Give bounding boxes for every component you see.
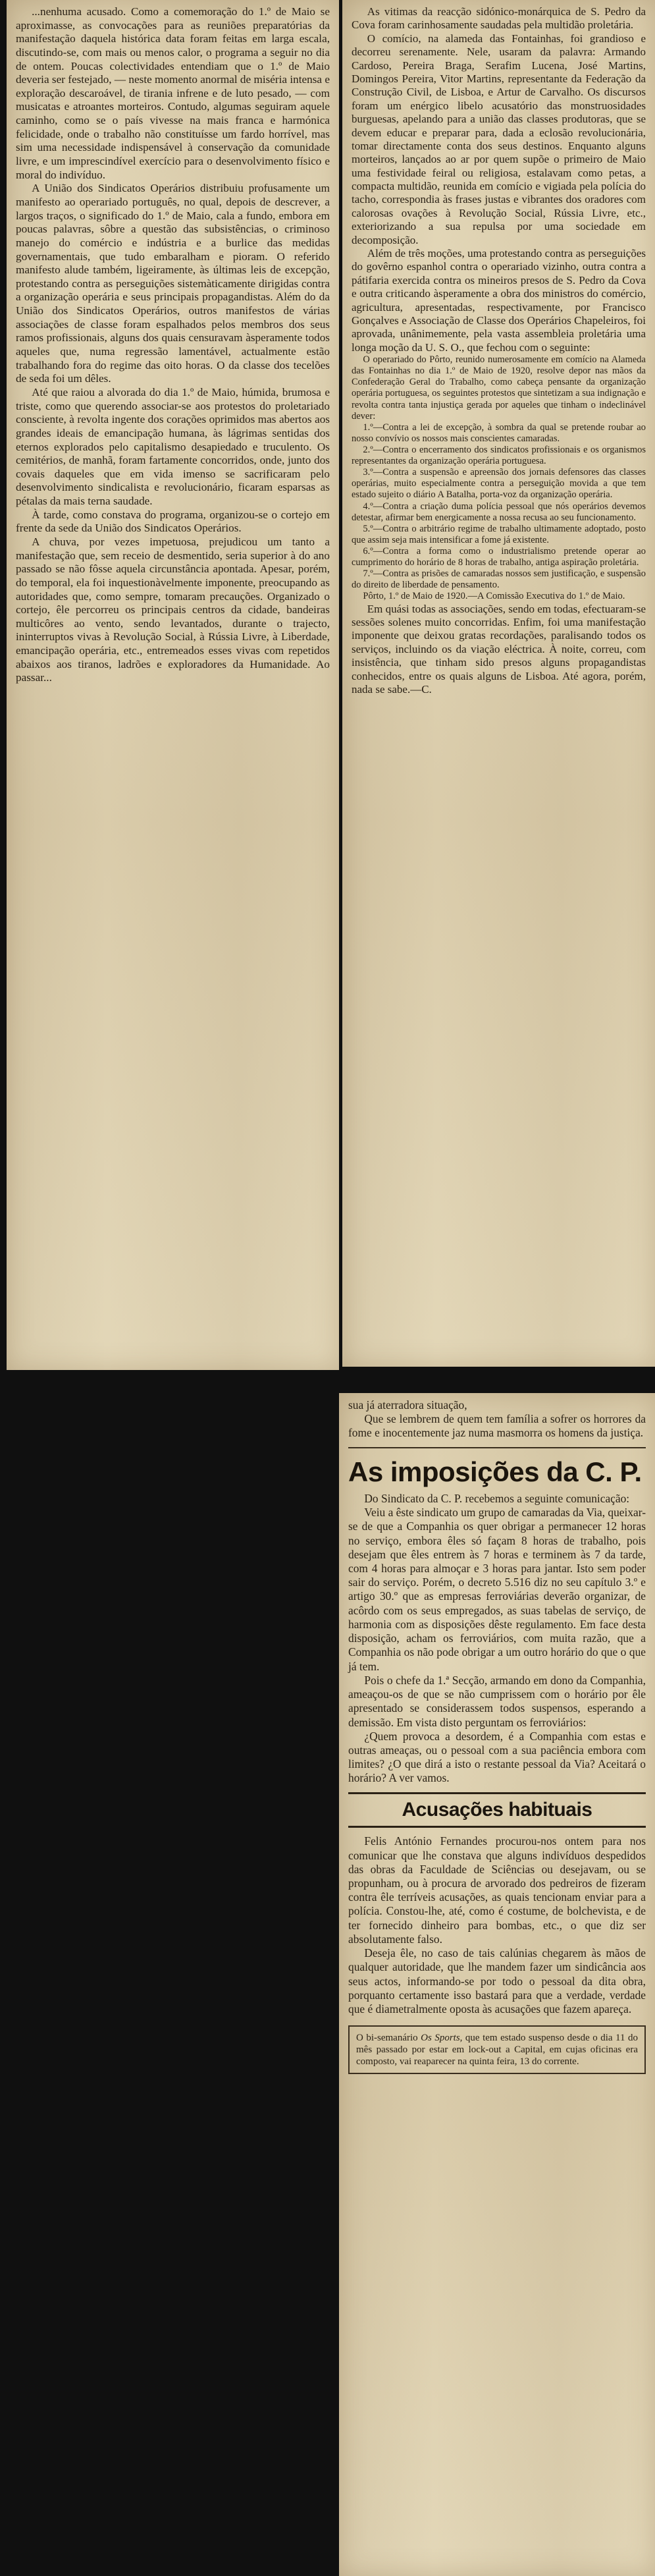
motion-paragraph: 7.º—Contra as prisões de camaradas nossos sem justificação, e suspensão do direito de liberdade de pensamento. (352, 568, 646, 591)
paragraph: Até que raiou a alvorada do dia 1.º de Maio, húmida, brumosa e triste, como que querendo associar-se aos protestos do proletariado consciente, à revolta ingente dos corações oprimidos mas abertos aos grandes ideais de emancipação humana, às lágrimas sentidas dos eternos explorados pelo capitalismo desapiedado e truculento. Os cemitérios, de manhã, foram fartamente concorridos, onde, junto dos covais daqueles que em vida imenso se sacrificaram pelo desenvolvimento sindicalista e revolucionário, ficaram esparsas as pétalas da mais terna saudade. (16, 385, 330, 508)
paragraph: O comício, na alameda das Fontainhas, foi grandioso e decorreu serenamente. Nele, usaram da palavra: Armando Cardoso, Pereira Braga, Serafim Lucena, José Martins, Domingos Pereira, Vitor Martins, representante da Federação da Construção Civil, de Lisboa, e Artur de Carvalho. Os discursos foram um enérgico libelo acusatório das monstruosidades burguesas, apelando para a união das classes produtoras, que se devem educar e preparar para, dada a eclosão revolucionária, tomar directamente conta dos seus destinos. Enquanto alguns morteiros, lançados ao ar por quem supõe o primeiro de Maio uma festividade feiral ou religiosa, estalavam como petas, a compacta multidão, reunida em comício e vigiada pela polícia do tacho, correspondia às frases justas e vibrantes dos oradores com calorosas ovações à Revolução Social, Rússia Livre, etc., exteriorizando a sua repulsa por uma sociedade em decomposição. (352, 32, 646, 246)
headline-cp-impositions: As imposições da C. P. (348, 1456, 642, 1487)
paragraph: ¿Quem provoca a desordem, é a Companhia com estas e outras ameaças, ou o pessoal com a sua paciência embora com limites? ¿O que dirá a isto o restante pessoal da Via? Aceitará o horário? A ver vamos. (348, 1729, 646, 1785)
notice-text: , que tem estado suspenso desde o dia 11 do mês passado por estar em lock-out a Capital, em cujas oficinas era composto, vai reaparecer na quinta feira, 13 do corrente. (356, 2033, 639, 2068)
paragraph: À tarde, como constava do programa, organizou-se o cortejo em frente da sede da União dos Sindicatos Operários. (16, 508, 330, 535)
motion-paragraph: 2.º—Contra o encerramento dos sindicatos profissionais e os organismos representantes da organização operária portuguesa. (352, 445, 646, 467)
paragraph: Veiu a êste sindicato um grupo de camaradas da Via, queixar-se de que a Companhia os quer obrigar a permanecer 12 horas no serviço, embora êles só façam 8 horas de trabalho, pois desejam que êles entrem às 7 horas e terminem às 7 da tarde, com 4 horas para almoçar e 3 horas para jantar. Isto sem poder sair do serviço. Porém, o decreto 5.516 diz no seu capítulo 3.º e artigo 30.º que as empresas ferroviárias deverão organizar, de acôrdo com os seus empregados, as suas tabelas de serviço, de harmonia com as disposições dêste regulamento. Em face desta disposição, acham os ferroviários, com muita razão, que a Companhia os não pode obrigar a um outro horário do que o que já tem. (348, 1506, 646, 1673)
clipping-right-column (342, 0, 655, 1367)
headline-habitual-accusations: Acusações habituais (348, 1792, 646, 1828)
paragraph: Deseja êle, no caso de tais calúnias chegarem às mãos de qualquer autoridade, que lhe mandem fazer um sindicância aos seus actos, informando-se por todo o pessoal da dita obra, porquanto certamente isso bastará para que a verdade, verdade que é diametralmente oposta às acusações que fazem apareça. (348, 1946, 646, 2016)
paragraph: Em quási todas as associações, sendo em todas, efectuaram-se sessões solenes muito concorridas. Enfim, foi uma manifestação imponente que deixou gratas recordações, paralisando todos os serviços, incluindo os da viação eléctrica. À noite, correu, com insistência, que tinham sido presos alguns propagandistas conhecidos, entre os quais alguns de Lisboa. Até agora, porém, nada se sabe.—C. (352, 602, 646, 696)
paragraph: Pois o chefe da 1.ª Secção, armando em dono da Companhia, ameaçou-os de que se não cumprissem com o horário por êle apresentado se considerassem todos suspensos, esperando a demissão. Em vista disto perguntam os ferroviários: (348, 1673, 646, 1729)
left-column-text (7, 0, 339, 690)
motion-paragraph: O operariado do Pôrto, reunido numerosamente em comício na Alameda das Fontainhas no dia 1.º de Maio de 1920, resolve depor nas mãos da Confederação Geral do Trabalho, como cabeça pensante da organização operária portuguesa, os seguintes protestos que sintetizam a sua indignação e revolta contra tanta injustiça gerada por aqueles que tinham o indeclinável dever: (352, 354, 646, 422)
notice-box (348, 2025, 646, 2074)
paragraph: Além de três moções, uma protestando contra as perseguições do govêrno espanhol contra o operariado vizinho, outra contra a pátifaria exercida contra os mineiros presos de S. Pedro da Cova e outra criticando àsperamente a obra dos ministros do comércio, agricultura, apresentadas, respectivamente, por Francisco Gonçalves e Associação de Classe dos Operários Chapeleiros, foi aprovada, unânimemente, pela vasta assembleia proletária uma longa moção da U. S. O., que fechou com o seguinte: (352, 247, 646, 354)
paragraph: ...nenhuma acusado. Como a comemoração do 1.º de Maio se aproximasse, as convocações para as reuniões preparatórias da manifestação daquela histórica data foram feitas em larga escala, discutindo-se, com mais ou menos calor, o programa a seguir no dia de ontem. Poucas colectividades entendiam que o 1.º de Maio deveria ser festejado, — neste momento anormal de miséria intensa e exploração descaroável, de tirania infrene e de luto pesado, — com musicatas e atroantes morteiros. Contudo, algumas seguiram aquele caminho, como se o país vivesse na mais franca e harmónica felicidade, onde o trabalho não constituísse um fardo horrível, mas sim uma necessidade indispensável à conservação da comunidade livre, e um imprescindível exercício para o desenvolvimento físico e moral do indivíduo. (16, 5, 330, 181)
paragraph: A União dos Sindicatos Operários distribuiu profusamente um manifesto ao operariado português, no qual, depois de descrever, a largos traços, o significado do 1.º de Maio, cala a fundo, embora em poucas palavras, sôbre a questão das subsistências, o criminoso manejo do comércio e indústria e a burlice das medidas governamentais, que tudo embaralham e pioram. O referido manifesto alude também, ligeiramente, às últimas leis de excepção, protestando contra as perseguições sistemàticamente dirigidas contra a organização operária e seus principais propagandistas. Além do da União dos Sindicatos Operários, outros manifestos de várias associações de classe foram espalhados pelos membros dos seus ramos profissionais, alguns dos quais censuravam àsperamente todos aqueles que, numa regressão lamentável, actualmente estão trabalhando fora do regime das oito horas. O da classe dos tecelões de seda foi um dêles. (16, 182, 330, 385)
clipping-bottom-column (339, 1393, 655, 2576)
notice-prefix: O bi-semanário (356, 2033, 418, 2044)
paragraph: A chuva, por vezes impetuosa, prejudicou um tanto a manifestação que, sem receio de desmentido, seria superior à do ano passado se não fôsse aquela circunstância apontada. Apesar, porém, do temporal, ela foi inquestionàvelmente imponente, preocupando as autoridades que, como sempre, tomaram precauções. Organizado o cortejo, êle percorreu os principais centros da cidade, bandeiras multicôres ao vento, sendo levantados, durante o trajecto, ininterruptos vivas à Revolução Social, à Rússia Livre, à Liberdade, emancipação operária, etc., entremeados esses vivas com repetidos abaixos aos tiranos, ladrões e exploradores da Humanidade. Ao passar... (16, 535, 330, 684)
motion-signature: Pôrto, 1.º de Maio de 1920.—A Comissão Executiva do 1.º de Maio. (363, 591, 625, 602)
paragraph: As vitimas da reacção sidónico-monárquica de S. Pedro da Cova foram carinhosamente saudadas pela multidão proletária. (352, 5, 646, 32)
motion-paragraph: 6.º—Contra a forma como o industrialismo pretende operar ao cumprimento do horário de 8 horas de trabalho, antiga aspiração proletária. (352, 546, 646, 568)
motion-paragraph: 3.º—Contra a suspensão e apreensão dos jornais defensores das classes operárias, muito especialmente contra a perseguição movida a que tem estado sujeito o diário A Batalha, porta-voz da organização operária. (352, 467, 646, 501)
clipping-left-column (7, 0, 339, 1370)
paragraph: Do Sindicato da C. P. recebemos a seguinte comunicação: (364, 1491, 630, 1505)
right-column-text (342, 0, 655, 701)
paragraph: Felis António Fernandes procurou-nos ontem para nos comunicar que lhe constava que alguns indivíduos despedidos das obras da Faculdade de Sciências ou desejavam, ou se propunham, ou à procura de arvorado dos pedreiros de fizeram contra êle terríveis acusações, as quais tencionam enviar para a polícia. Constou-lhe, até, como é costume, de bolchevista, e de ter fornecido dinheiro para bombas, etc., o que diz ser absolutamente falso. (348, 1834, 646, 1946)
bottom-column-text (339, 1393, 655, 2079)
section-divider (348, 1447, 646, 1448)
notice-paper-name: Os Sports (421, 2033, 460, 2044)
motion-text (352, 354, 646, 602)
paragraph: Que se lembrem de quem tem família a sofrer os horrores da fome e inocentemente jaz numa masmorra os homens da justiça. (348, 1412, 646, 1440)
motion-paragraph: 5.º—Contra o arbitrário regime de trabalho ultimamente adoptado, posto que assim seja mais intensificar a fome já existente. (352, 523, 646, 545)
motion-paragraph: 1.º—Contra a lei de excepção, à sombra da qual se pretende roubar ao nosso convívio os nossos mais conscientes camaradas. (352, 422, 646, 444)
paragraph-fragment: sua já aterradora situação, (348, 1398, 467, 1411)
motion-paragraph: 4.º—Contra a criação duma polícia pessoal que nós operários devemos detestar, afirmar bem energicamente a nossa recusa ao seu funcionamento. (352, 501, 646, 523)
